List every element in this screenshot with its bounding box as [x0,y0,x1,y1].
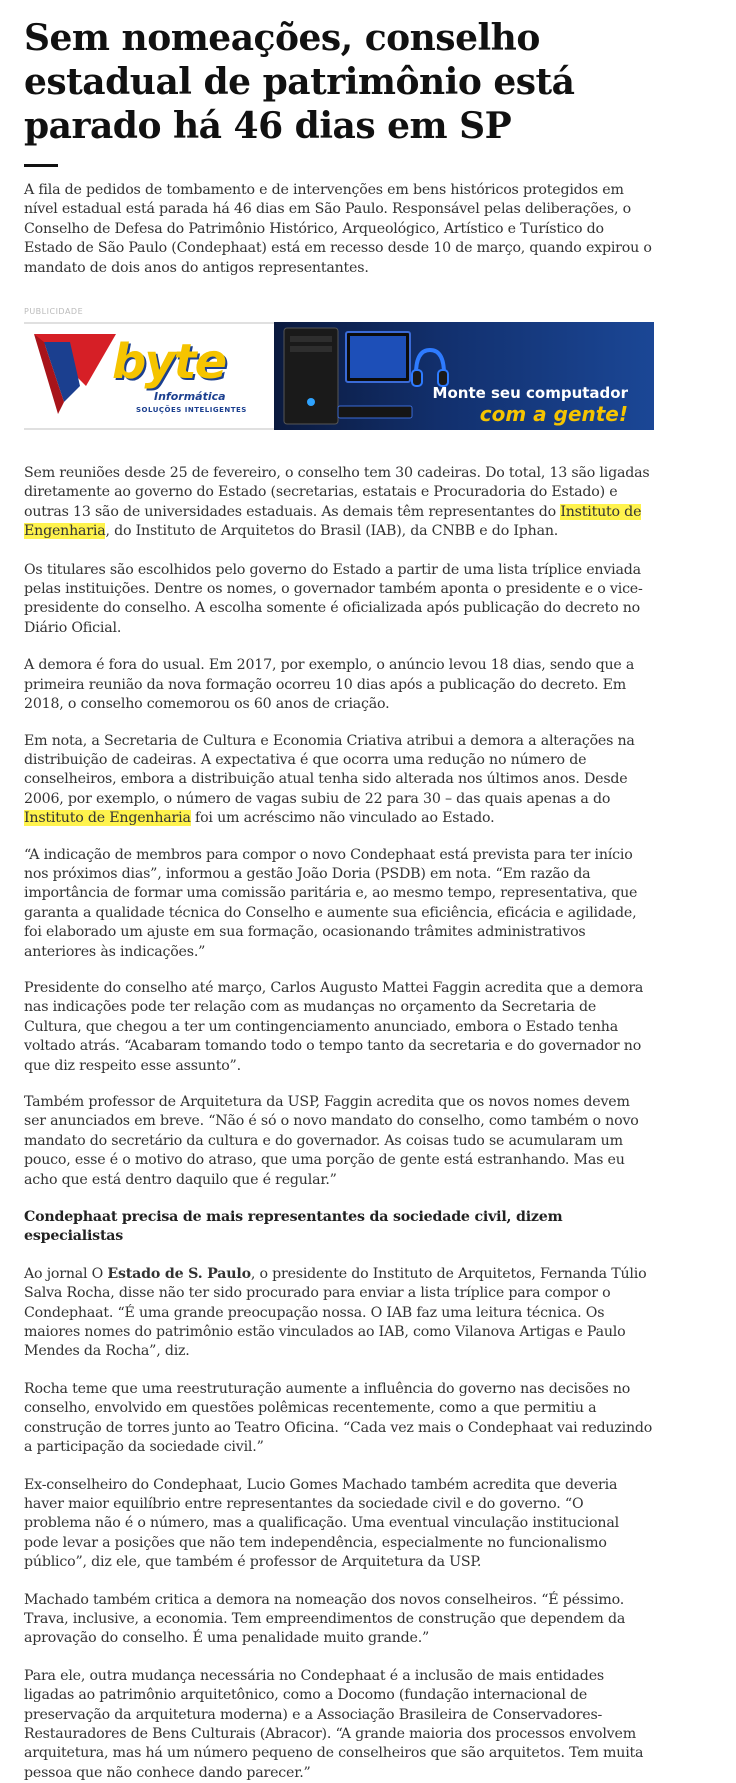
paragraph-12: Para ele, outra mudança necessária no Condephaat é a inclusão de mais entidades ligadas ao patrimônio arquitetônico, como a Docomo (fundação internacional de preservação da arquitetura moderna) e a Associação Brasileira de Conservadores-Restauradores de Bens Culturais (Abracor). “A grande maioria dos processos envolvem arquitetura, mas há um número pequeno de conselheiros que são arquitetos. Tem muita pessoa que não conhece dando parecer.” [24,1667,644,1781]
ad-label: PUBLICIDADE [24,307,84,317]
paragraph-9: Rocha teme que uma reestruturação aumente a influência do governo nas decisões no conselho, envolvido em questões polêmicas recentemente, como a que permitiu a construção de torres junto ao Teatro Oficina. “Cada vez mais o Condephaat vai reduzindo a participação da sociedade civil.” [24,1380,653,1456]
ad-product-area [274,322,654,430]
paragraph-1-text: Sem reuniões desde 25 de fevereiro, o conselho tem 30 cadeiras. Do total, 13 são ligadas diretamente ao governo do Estado (secretarias, estatais e Procuradoria do Estado) e outras 13 são de universidades estaduais. As demais têm representantes do [24,465,650,520]
paragraph-4 [24,732,654,829]
computer-tower-icon [276,322,416,430]
ad-cta-line1: Monte seu computador [432,384,628,403]
ad-cta-line2: com a gente! [479,402,628,427]
newspaper-name: Estado de S. Paulo [107,1265,251,1282]
paragraph-4-text: Em nota, a Secretaria de Cultura e Economia Criativa atribui a demora a alterações na distribuição de cadeiras. A expectativa é que ocorra uma redução no número de conselheiros, embora a distribuição atual tenha sido alterada nos últimos anos. Desde 2006, por exemplo, o número de vagas subiu de 22 para 30 – das quais apenas a do [24,732,635,807]
ad-logo-area [24,322,274,430]
ad-brand: byte [112,334,226,391]
paragraph-5: “A indicação de membros para compor o novo Condephaat está prevista para ter início nos próximos dias”, informou a gestão João Doria (PSDB) em nota. “Em razão da importância de formar uma comissão paritária e, ao mesmo tempo, representativa, que garanta a qualidade técnica do Conselho e aumente sua eficiência, eficácia e agilidade, foi elaborado um ajuste em sua formação, ocasionando trâmites administrativos anteriores às indicações.” [24,846,638,960]
paragraph-11: Machado também critica a demora na nomeação dos novos conselheiros. “É péssimo. Trava, inclusive, a economia. Tem empreendimentos de construção que dependem da aprovação do conselho. É uma penalidade muito grande.” [24,1591,626,1647]
byte-logo-icon [30,324,120,428]
ad-banner[interactable] [24,322,654,430]
article-lead: A fila de pedidos de tombamento e de intervenções em bens históricos protegidos em nível estadual está parada há 46 dias em São Paulo. Responsável pelas deliberações, o Conselho de Defesa do Patrimônio Histórico, Arqueológico, Artístico e Turístico do Estado de São Paulo (Condephaat) está em recesso desde 10 de março, quando expirou o mandato de dois anos do antigos representantes. [24,182,652,276]
paragraph-7: Também professor de Arquitetura da USP, Faggin acredita que os novos nomes devem ser anunciados em breve. “Não é só o novo mandato do conselho, como também o novo mandato do secretário da cultura e do governador. As coisas tudo se acumularam um pouco, esse é o motivo do atraso, que uma porção de gente está estranhando. Mas eu acho que está dentro daquilo que é regular.” [24,1094,639,1188]
paragraph-3: A demora é fora do usual. Em 2017, por exemplo, o anúncio levou 18 dias, sendo que a primeira reunião da nova formação ocorreu 10 dias após a publicação do decreto. Em 2018, o conselho comemorou os 60 anos de criação. [24,657,635,713]
headline: Sem nomeações, conselho estadual de patrimônio está parado há 46 dias em SP [24,17,575,147]
highlighted-term: Instituto de Engenharia [24,810,191,827]
section-subheading: Condephaat precisa de mais representantes da sociedade civil, dizem especialistas [24,1209,563,1245]
paragraph-10: Ex-conselheiro do Condephaat, Lucio Gomes Machado também acredita que deveria haver maior equilíbrio entre representantes da sociedade civil e do governo. “O problema não é o número, mas a qualificação. Uma eventual vinculação institucional pode levar a posições que não tem independência, especialmente no funcionalismo público”, diz ele, que também é professor de Arquitetura da USP. [24,1476,619,1571]
paragraph-4-text-end: foi um acréscimo não vinculado ao Estado. [190,810,495,827]
paragraph-8-text: Ao jornal O [24,1265,108,1282]
paragraph-8-text-end: , o presidente do Instituto de Arquitetos, Fernanda Túlio Salva Rocha, disse não ter sido procurado para enviar a lista tríplice para compor o Condephaat. “É uma grande preocupação nossa. O IAB faz uma leitura técnica. Os maiores nomes do patrimônio estão vinculados ao IAB, como Vilanova Artigas e Paulo Mendes da Rocha”, diz. [24,1265,647,1360]
article [24,0,654,1783]
ad-brand-sub: Informática [154,390,226,404]
paragraph-1-text-end: , do Instituto de Arquitetos do Brasil (IAB), da CNBB e do Iphan. [105,523,559,540]
paragraph-2: Os titulares são escolhidos pelo governo do Estado a partir de uma lista tríplice enviada pelas instituições. Dentre os nomes, o governador também aponta o presidente e o vice-presidente do conselho. A escolha somente é oficializada após publicação do decreto no Diário Oficial. [24,561,643,636]
highlighted-term: Instituto de Engenharia [24,503,642,540]
headline-rule [24,164,58,167]
paragraph-6: Presidente do conselho até março, Carlos Augusto Mattei Faggin acredita que a demora nas indicações pode ter relação com as mudanças no orçamento da Secretaria de Cultura, que chegou a ter um contingenciamento anunciado, embora o Estado tenha voltado atrás. “Acabaram tomando todo o tempo tanto da secretaria e do governador no que diz respeito esse assunto”. [24,979,644,1074]
ad-tagline: SOLUÇÕES INTELIGENTES [136,406,247,415]
paragraph-1 [24,464,654,542]
paragraph-8 [24,1265,654,1362]
